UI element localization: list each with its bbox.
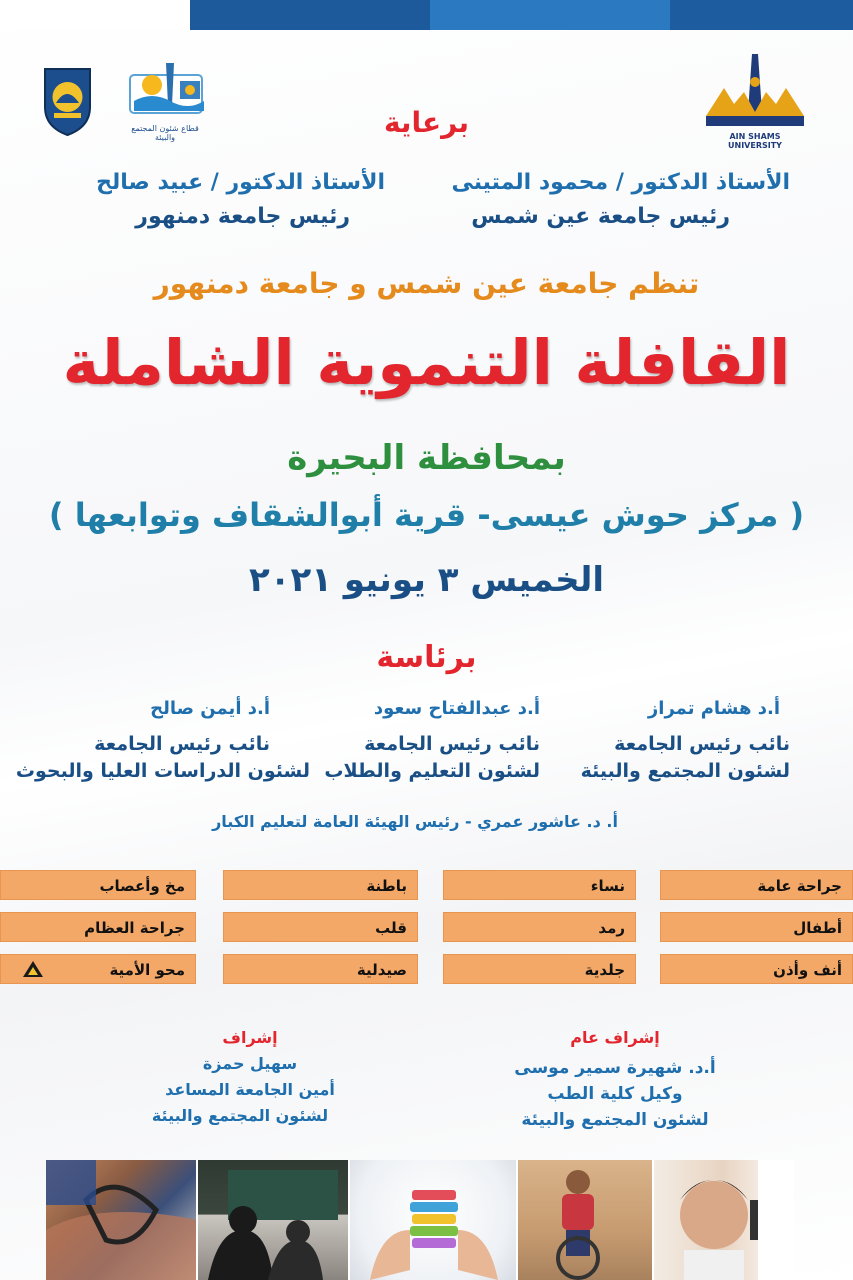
specialty-cell: جراحة العظام <box>0 912 196 942</box>
boy-in-wheelchair-photo <box>518 1160 654 1280</box>
specialty-cell: نساء <box>443 870 636 900</box>
patron-right-name: الأستاذ الدكتور / محمود المتينى <box>451 170 790 195</box>
ear-examination-photo <box>654 1160 794 1280</box>
location-line: ( مركز حوش عيسى- قرية أبوالشقاف وتوابعها ) <box>48 496 805 534</box>
chair-2-role-2: لشئون التعليم والطلاب <box>324 760 540 782</box>
photo-strip <box>46 1160 794 1280</box>
supervisor-role-2: لشئون المجتمع والبيئة <box>151 1106 329 1125</box>
patron-left-name: الأستاذ الدكتور / عبيد صالح <box>96 170 385 195</box>
sector-logo-caption: قطاع شئون المجتمع والبيئة <box>131 124 199 142</box>
chair-2-role: نائب رئيس الجامعة <box>364 733 540 755</box>
specialty-cell: جلدية <box>443 954 636 984</box>
general-supervisor-role-2: لشئون المجتمع والبيئة <box>521 1110 709 1130</box>
literacy-authority-logo-icon <box>22 960 44 978</box>
specialty-cell: صيدلية <box>223 954 418 984</box>
patronage-heading: برعاية <box>383 106 470 139</box>
event-date: الخميس ٣ يونيو ٢٠٢١ <box>249 560 604 600</box>
specialty-cell: قلب <box>223 912 418 942</box>
specialty-cell: باطنة <box>223 870 418 900</box>
chair-3-name: أ.د أيمن صالح <box>150 698 270 719</box>
damanhour-university-seal-icon <box>40 65 95 137</box>
patron-right-role: رئيس جامعة عين شمس <box>471 204 730 229</box>
chair-1-role-2: لشئون المجتمع والبيئة <box>580 760 790 782</box>
supervision-title: إشراف <box>222 1028 278 1047</box>
ain-shams-caption: AIN SHAMS UNIVERSITY <box>728 132 782 150</box>
adult-literacy-classroom-photo <box>198 1160 350 1280</box>
specialty-cell: أنف وأذن <box>660 954 853 984</box>
specialty-cell: جراحة عامة <box>660 870 853 900</box>
community-environment-sector-logo-icon <box>122 55 208 142</box>
hands-holding-medicine-photo <box>350 1160 518 1280</box>
chairs-heading: برئاسة <box>376 640 477 675</box>
supervisor-role: أمين الجامعة المساعد <box>165 1080 335 1099</box>
specialty-cell: مخ وأعصاب <box>0 870 196 900</box>
chair-2-name: أ.د عبدالفتاح سعود <box>373 698 540 719</box>
specialty-cell: محو الأمية <box>0 954 196 984</box>
general-supervision-title: إشراف عام <box>570 1028 660 1047</box>
blood-pressure-check-photo <box>46 1160 198 1280</box>
caravan-title: القافلة التنموية الشاملة <box>62 326 791 399</box>
chair-3-role: نائب رئيس الجامعة <box>94 733 270 755</box>
chair-1-name: أ.د هشام تمراز <box>647 698 780 719</box>
chair-3-role-2: لشئون الدراسات العليا والبحوث <box>15 760 310 782</box>
chair-1-role: نائب رئيس الجامعة <box>614 733 790 755</box>
specialty-cell: رمد <box>443 912 636 942</box>
general-supervisor-name: أ.د. شهيرة سمير موسى <box>514 1058 716 1078</box>
chair-extra: أ. د. عاشور عمري - رئيس الهيئة العامة لتعليم الكبار <box>212 812 618 831</box>
ain-shams-university-logo-icon <box>704 52 806 150</box>
patron-left-role: رئيس جامعة دمنهور <box>135 204 350 229</box>
supervisor-name: سهيل حمزة <box>202 1054 298 1073</box>
organizers-line: تنظم جامعة عين شمس و جامعة دمنهور <box>153 267 700 300</box>
general-supervisor-role: وكيل كلية الطب <box>547 1084 683 1104</box>
top-color-bar <box>0 0 853 30</box>
governorate-line: بمحافظة البحيرة <box>287 438 566 478</box>
specialty-cell: أطفال <box>660 912 853 942</box>
